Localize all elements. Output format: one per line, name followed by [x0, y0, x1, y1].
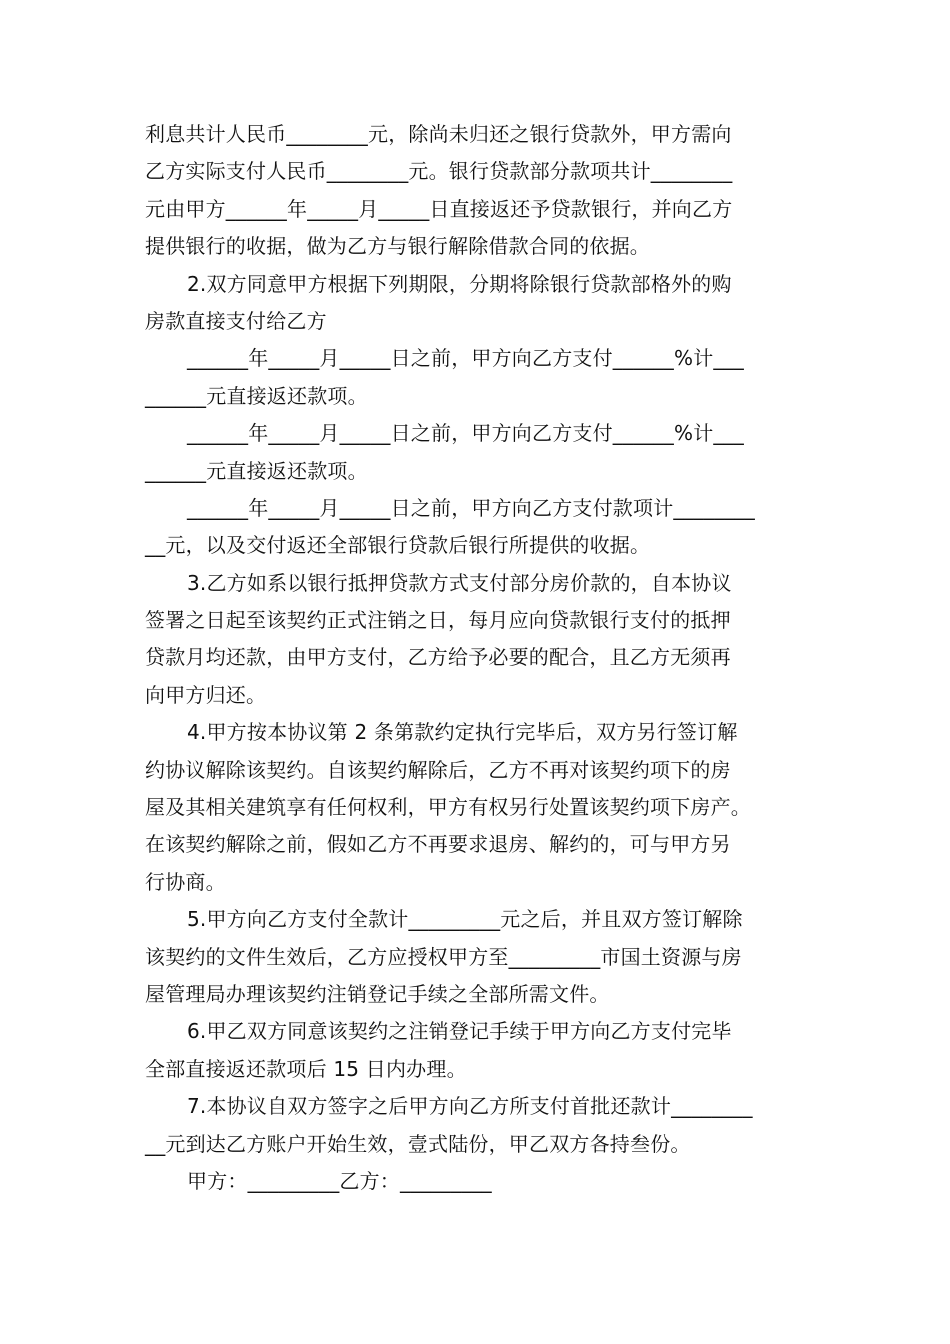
document-line: 约协议解除该契约。自该契约解除后，乙方不再对该契约项下的房 — [145, 757, 731, 782]
document-line: ______年_____月_____日之前，甲方向乙方支付______%计___ — [187, 421, 745, 446]
document-line: ______年_____月_____日之前，甲方向乙方支付______%计___ — [187, 346, 745, 371]
document-line: 3.乙方如系以银行抵押贷款方式支付部分房价款的，自本协议 — [187, 570, 732, 595]
document-line: 5.甲方向乙方支付全款计_________元之后，并且双方签订解除 — [187, 907, 743, 932]
document-line: 贷款月均还款，由甲方支付，乙方给予必要的配合，且乙方无须再 — [145, 645, 731, 670]
document-line: 行协商。 — [145, 869, 226, 894]
document-line: 乙方实际支付人民币________元。银行贷款部分款项共计________ — [145, 159, 733, 184]
document-line: 全部直接返还款项后 15 日内办理。 — [145, 1056, 467, 1081]
document-line: 提供银行的收据，做为乙方与银行解除借款合同的依据。 — [145, 234, 650, 259]
document-line: __元，以及交付返还全部银行贷款后银行所提供的收据。 — [145, 533, 651, 558]
document-line: 6.甲乙双方同意该契约之注销登记手续于甲方向乙方支付完毕 — [187, 1019, 732, 1044]
document-line: 在该契约解除之前，假如乙方不再要求退房、解约的，可与甲方另 — [145, 832, 731, 857]
document-line: 7.本协议自双方签字之后甲方向乙方所支付首批还款计________ — [187, 1094, 753, 1119]
document-line: __元到达乙方账户开始生效，壹式陆份，甲乙双方各持叁份。 — [145, 1131, 691, 1156]
document-line: ______元直接返还款项。 — [145, 383, 368, 408]
document-line: 元由甲方______年_____月_____日直接返还予贷款银行，并向乙方 — [145, 196, 733, 221]
document-line: ______元直接返还款项。 — [145, 458, 368, 483]
document-line: 屋管理局办理该契约注销登记手续之全部所需文件。 — [145, 981, 610, 1006]
document-line: 房款直接支付给乙方 — [145, 308, 327, 333]
document-line: ______年_____月_____日之前，甲方向乙方支付款项计________ — [187, 495, 755, 520]
document-line: 该契约的文件生效后，乙方应授权甲方至_________市国土资源与房 — [145, 944, 742, 969]
document-body — [145, 116, 815, 1200]
document-line: 签署之日起至该契约正式注销之日，每月应向贷款银行支付的抵押 — [145, 608, 731, 633]
document-line: 2.双方同意甲方根据下列期限，分期将除银行贷款部格外的购 — [187, 271, 732, 296]
document-line: 甲方：_________乙方：_________ — [187, 1168, 492, 1193]
document-line: 屋及其相关建筑享有任何权利，甲方有权另行处置该契约项下房产。 — [145, 795, 751, 820]
document-line: 4.甲方按本协议第 2 条第款约定执行完毕后，双方另行签订解 — [187, 720, 738, 745]
document-line: 利息共计人民币________元，除尚未归还之银行贷款外，甲方需向 — [145, 122, 732, 146]
document-line: 向甲方归还。 — [145, 682, 267, 707]
